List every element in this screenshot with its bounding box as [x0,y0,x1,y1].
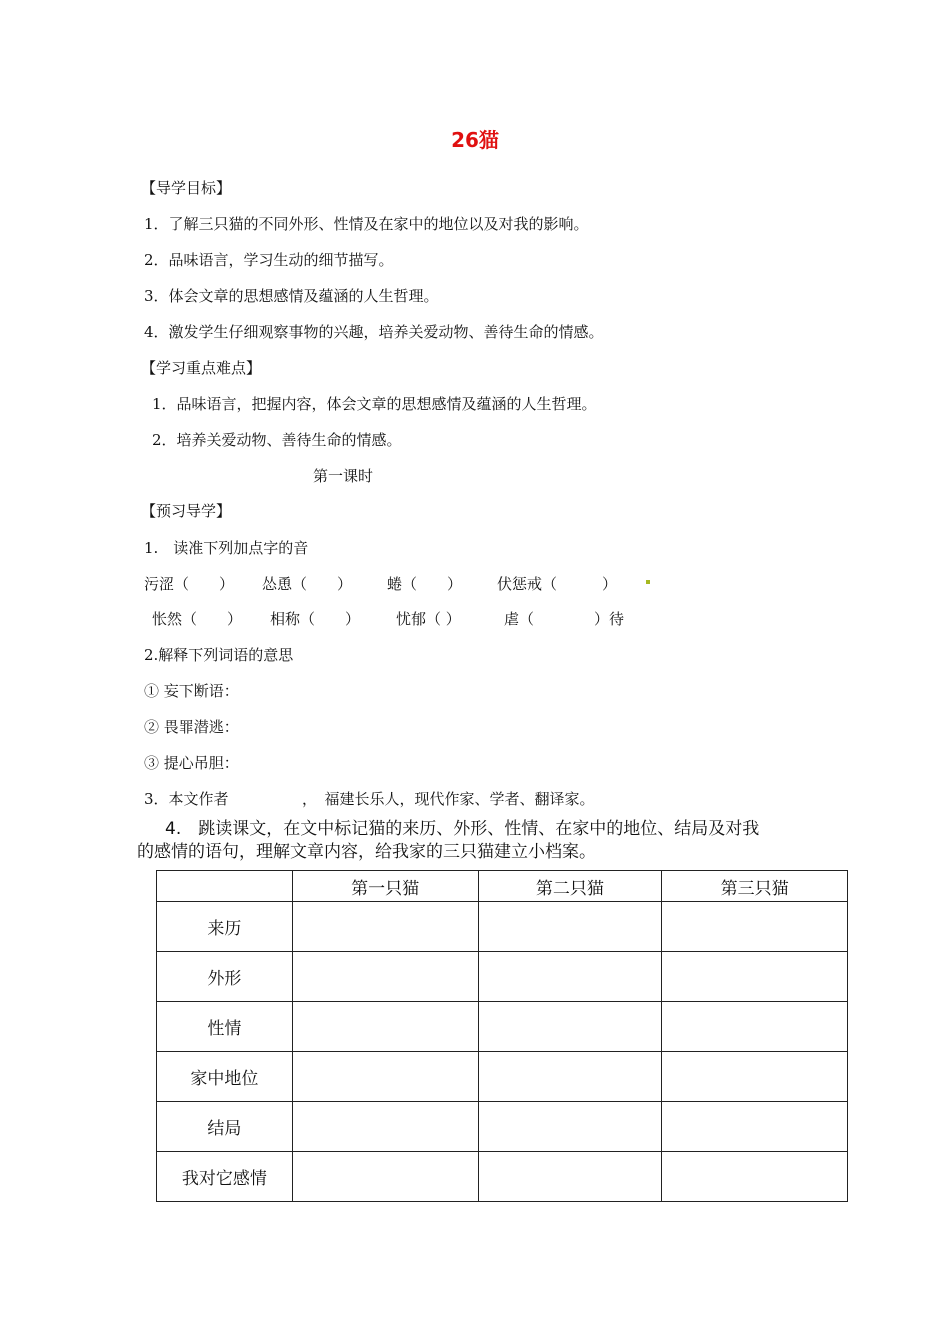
keypoint-item: 1．品味语言，把握内容，体会文章的思想感情及蕴涵的人生哲理。 [152,395,597,413]
answer-cell[interactable] [478,1102,662,1152]
pinyin-item: 蜷（ ） [387,575,463,593]
table-row [157,1052,848,1102]
table-row [157,952,848,1002]
answer-cell[interactable] [292,1102,478,1152]
pinyin-item: 伏惩戒（ ） [497,575,618,593]
keypoints-heading: 【学习重点难点】 [141,359,262,377]
row-label: 我对它感情 [157,1152,293,1202]
pinyin-item: 污涩（ ） [144,575,235,593]
answer-cell[interactable] [662,1152,848,1202]
row-label: 性情 [157,1002,293,1052]
term-item: ① 妄下断语： [144,682,239,700]
answer-cell[interactable] [662,902,848,952]
table-row [157,1002,848,1052]
keypoint-item: 2．培养关爱动物、善待生命的情感。 [152,431,402,449]
pinyin-item: 相称（ ） [270,610,361,628]
pinyin-item: 忧郁（ ） [396,610,461,628]
answer-cell[interactable] [478,1152,662,1202]
goals-heading: 【导学目标】 [141,179,232,197]
table-header-cell [157,871,293,902]
answer-cell[interactable] [292,1002,478,1052]
answer-cell[interactable] [292,1052,478,1102]
lesson-label: 第一课时 [313,467,374,485]
row-label: 外形 [157,952,293,1002]
table-header-cell: 第三只猫 [662,871,848,902]
question-2: 2.解释下列词语的意思 [144,646,294,664]
goal-item: 3．体会文章的思想感情及蕴涵的人生哲理。 [144,287,439,305]
answer-cell[interactable] [478,1002,662,1052]
answer-cell[interactable] [662,1002,848,1052]
cat-profile-table [156,870,848,1202]
question-1: 1. 读准下列加点字的音 [144,539,309,557]
page-title: 26猫 [451,128,499,152]
table-header-cell: 第二只猫 [478,871,662,902]
answer-cell[interactable] [478,952,662,1002]
table-header-cell: 第一只猫 [292,871,478,902]
table-row [157,902,848,952]
answer-cell[interactable] [478,902,662,952]
pinyin-item: 怅然（ ） [152,610,243,628]
row-label: 家中地位 [157,1052,293,1102]
answer-cell[interactable] [662,1052,848,1102]
answer-cell[interactable] [292,952,478,1002]
pinyin-item: 虐（ ）待 [504,610,625,628]
row-label: 来历 [157,902,293,952]
question-3-prefix: 3．本文作者 [144,790,229,808]
table-row [157,1102,848,1152]
goal-item: 4．激发学生仔细观察事物的兴趣，培养关爱动物、善待生命的情感。 [144,323,604,341]
answer-cell[interactable] [478,1052,662,1102]
pinyin-item: 怂恿（ ） [262,575,353,593]
question-4-line: 的感情的语句，理解文章内容，给我家的三只猫建立小档案。 [137,842,596,862]
goal-item: 2．品味语言，学习生动的细节描写。 [144,251,394,269]
term-item: ② 畏罪潜逃： [144,718,239,736]
row-label: 结局 [157,1102,293,1152]
goal-item: 1．了解三只猫的不同外形、性情及在家中的地位以及对我的影响。 [144,215,589,233]
question-3-suffix: ， 福建长乐人，现代作家、学者、翻译家。 [302,790,595,808]
decorative-dot [646,580,650,584]
term-item: ③ 提心吊胆： [144,754,239,772]
answer-cell[interactable] [662,952,848,1002]
question-4-line: 4. 跳读课文，在文中标记猫的来历、外形、性情、在家中的地位、结局及对我 [165,819,760,839]
answer-cell[interactable] [662,1102,848,1152]
table-row [157,1152,848,1202]
question-4 [137,818,857,864]
answer-cell[interactable] [292,1152,478,1202]
preview-heading: 【预习导学】 [141,502,232,520]
table-header-row [157,871,848,902]
answer-cell[interactable] [292,902,478,952]
